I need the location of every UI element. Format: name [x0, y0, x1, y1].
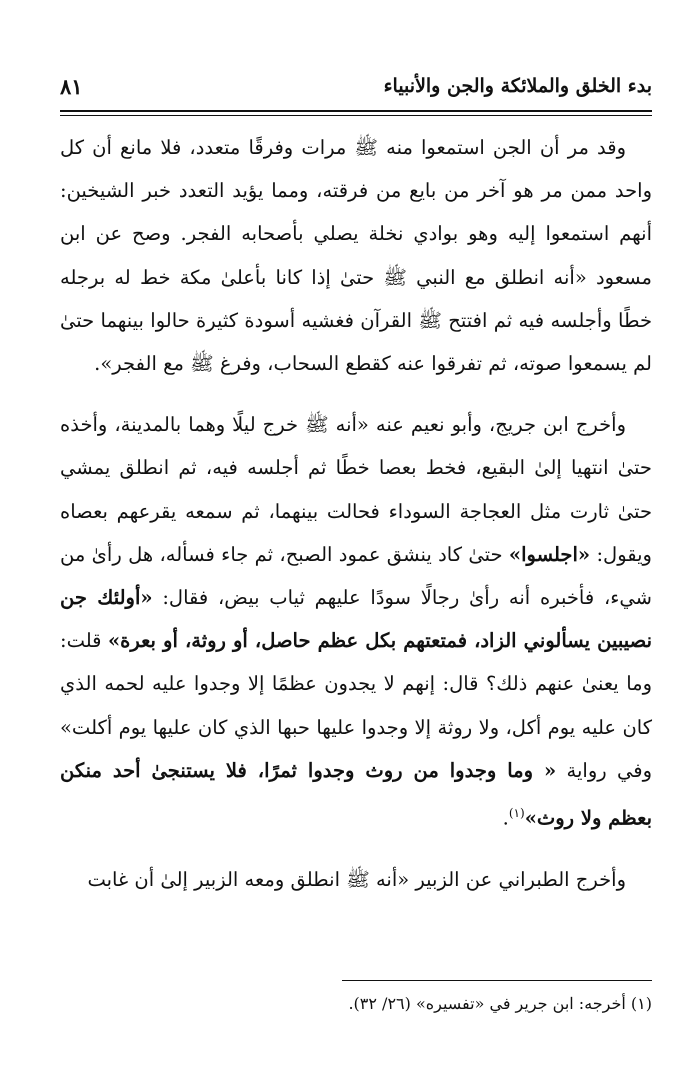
- page-header: [60, 68, 652, 104]
- page-body: [60, 126, 652, 901]
- header-rule: [60, 110, 652, 112]
- paragraph-3: وأخرج الطبراني عن الزبير «أنه ﷺ انطلق ومعه الزبير إلىٰ أن غابت: [87, 867, 626, 891]
- quote-ijlisu: «اجلسوا»: [508, 542, 591, 566]
- paragraph-2-text-a: وأخرج ابن جريج، وأبو نعيم عنه «أنه ﷺ خرج ليلًا وهما بالمدينة، وأخذه حتىٰ انتهيا إلىٰ البقيع، فخط بعصا خطًا ثم أجلسه فيه، ثم انطلق يمشي حتىٰ ثارت مثل العجاجة السوداء فحالت بينهما، ثم سمعه يقرعهم بعصاه ويقول:: [60, 413, 652, 566]
- paragraph-2-text-c: حتىٰ كاد ينشق عمود الصبح، ثم جاء فسأله، هل رأىٰ من شيء، فأخبره أنه رأىٰ رجالًا سودًا عليهم ثياب بيض، فقال:: [60, 542, 653, 610]
- quote-jinn-nasibin: «أولئك جن نصيبين يسألوني الزاد، فمتعتهم بكل عظم حاصل، أو روثة، أو بعرة»: [60, 586, 653, 653]
- paragraph-2-end: .: [502, 806, 509, 830]
- quote-riwaya: « وما وجدوا من روث وجدوا ثمرًا، فلا يستنجىٰ أحد منكن بعظم ولا روث»: [60, 758, 652, 830]
- page-number: ٨١: [60, 73, 83, 99]
- paragraph-2: [60, 403, 652, 840]
- header-rule-thin: [60, 115, 652, 116]
- footnote: (١) أخرجه: ابن جرير في «تفسيره» (٢٦/ ٣٢).: [348, 994, 652, 1013]
- chapter-title: بدء الخلق والملائكة والجن والأنبياء: [383, 75, 652, 97]
- paragraph-1: وقد مر أن الجن استمعوا منه ﷺ مرات وفرقًا متعدد، فلا مانع أن كل واحد ممن مر هو آخر من بايع من فرقته، ومما يؤيد التعدد خبر الشيخين: أنهم استمعوا إليه وهو بوادي نخلة يصلي بأصحابه الفجر. وصح عن ابن مسعود «أنه انطلق مع النبي ﷺ حتىٰ إذا كانا بأعلىٰ مكة خط له برجله خطًا وأجلسه فيه ثم افتتح ﷺ القرآن فغشيه أسودة كثيرة حالوا بينهما حتىٰ لم يسمعوا صوته، ثم تفرقوا عنه كقطع السحاب، وفرغ ﷺ مع الفجر».: [60, 136, 652, 376]
- footnote-rule: [342, 980, 652, 981]
- book-page: [60, 68, 652, 1058]
- footnote-ref[interactable]: (١): [508, 806, 525, 821]
- paragraph-2-text-d: قلت: وما يعنىٰ عنهم ذلك؟ قال: إنهم لا يجدون عظمًا إلا وجدوا عليه لحمه الذي كان عليه يوم أكل، ولا روثة إلا وجدوا عليها حبها الذي كان عليها يوم أكلت» وفي رواية: [60, 629, 653, 782]
